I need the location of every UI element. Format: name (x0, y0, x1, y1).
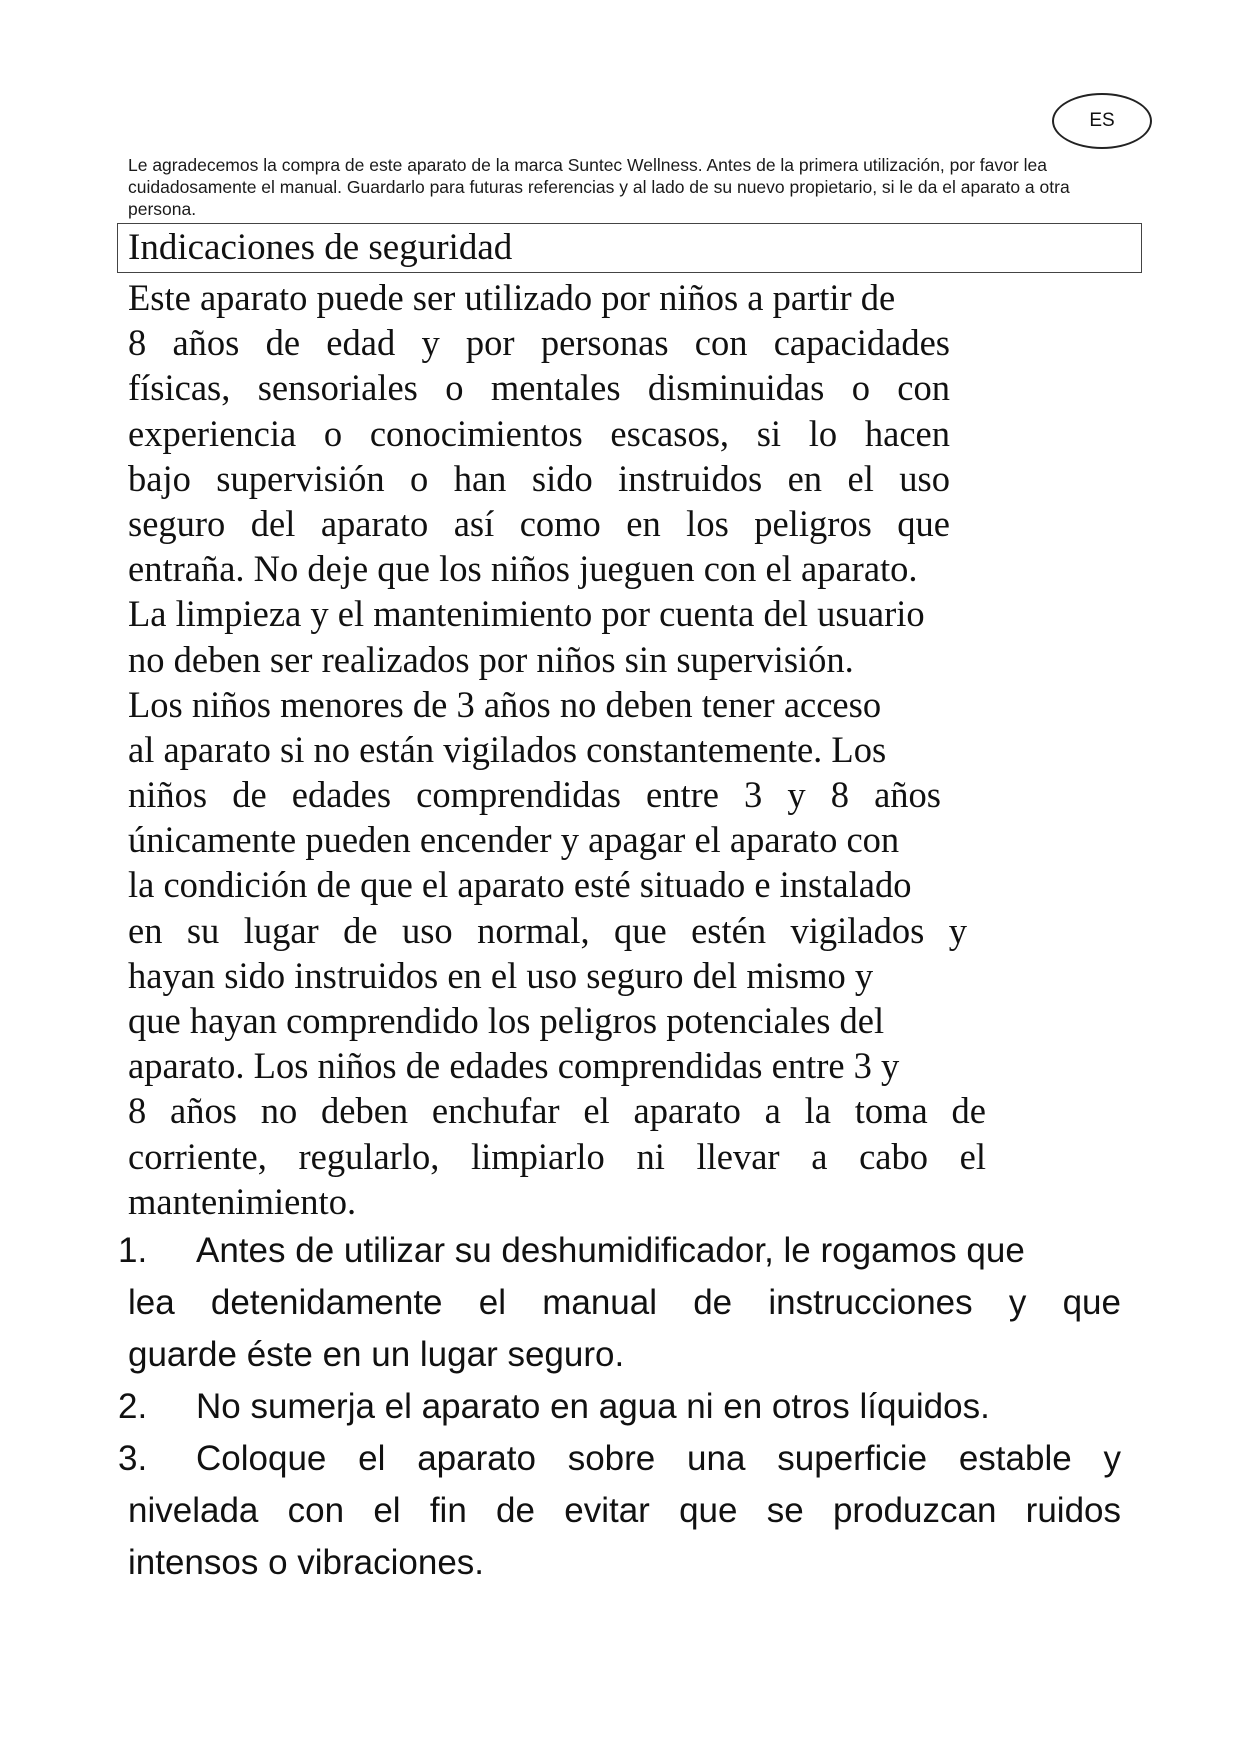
paragraph-line: seguro del aparato así como en los peligros que (128, 502, 950, 544)
instruction-text: Coloque el aparato sobre una superficie estable y (196, 1439, 1121, 1478)
paragraph-line: en su lugar de uso normal, que estén vigilados y (128, 909, 967, 951)
paragraph-line: Los niños menores de 3 años no deben tener acceso (128, 683, 882, 725)
paragraph-line: hayan sido instruidos en el uso seguro del mismo y (128, 954, 874, 996)
paragraph-line: la condición de que el aparato esté situado e instalado (128, 864, 912, 906)
paragraph-line: únicamente pueden encender y apagar el aparato con (128, 819, 900, 861)
language-badge: ES (1052, 93, 1152, 149)
instruction-continuation: lea detenidamente el manual de instrucciones y que (128, 1283, 1121, 1322)
instruction-item-1 (118, 1225, 1121, 1277)
paragraph-line: niños de edades comprendidas entre 3 y 8 años (128, 774, 941, 816)
instruction-continuation: guarde éste en un lugar seguro. (128, 1335, 625, 1374)
paragraph-line: corriente, regularlo, limpiarlo ni llevar a cabo el (128, 1135, 986, 1177)
instruction-number: 3. (118, 1439, 148, 1478)
instruction-list (118, 1225, 1121, 1589)
section-title: Indicaciones de seguridad (128, 227, 513, 268)
instruction-continuation: intensos o vibraciones. (128, 1543, 485, 1582)
paragraph-line: experiencia o conocimientos escasos, si lo hacen (128, 412, 950, 454)
paragraph-line: bajo supervisión o han sido instruidos en el uso (128, 457, 950, 499)
paragraph-line: al aparato si no están vigilados constantemente. Los (128, 728, 887, 770)
paragraph-line: 8 años no deben enchufar el aparato a la toma de (128, 1090, 986, 1132)
paragraph-line: 8 años de edad y por personas con capacidades (128, 322, 950, 364)
paragraph-line: entraña. No deje que los niños jueguen con el aparato. (128, 548, 918, 590)
paragraph-line: no deben ser realizados por niños sin supervisión. (128, 638, 854, 680)
instruction-text: No sumerja el aparato en agua ni en otros líquidos. (196, 1387, 990, 1426)
intro-text: Le agradecemos la compra de este aparato de la marca Suntec Wellness. Antes de la primera utilización, por favor lea cuidadosamente el manual. Guardarlo para futuras referencias y al lado de su nuevo propietario, si le da el aparato a otra persona. (128, 155, 1070, 219)
instruction-text: Antes de utilizar su deshumidificador, le rogamos que (196, 1231, 1025, 1270)
instruction-item-2 (118, 1381, 1121, 1433)
instruction-continuation: nivelada con el fin de evitar que se produzcan ruidos (128, 1491, 1121, 1530)
safety-paragraph (128, 275, 988, 1224)
instruction-number: 2. (118, 1387, 148, 1426)
paragraph-line: mantenimiento. (128, 1180, 357, 1222)
instruction-number: 1. (118, 1231, 148, 1270)
paragraph-line: que hayan comprendido los peligros potenciales del (128, 1000, 885, 1041)
paragraph-line: físicas, sensoriales o mentales disminuidas o con (128, 367, 950, 409)
instruction-item-3 (118, 1433, 1121, 1485)
paragraph-line: La limpieza y el mantenimiento por cuenta del usuario (128, 593, 925, 635)
paragraph-line: aparato. Los niños de edades comprendidas entre 3 y (128, 1045, 900, 1087)
paragraph-line: Este aparato puede ser utilizado por niños a partir de (128, 277, 896, 318)
